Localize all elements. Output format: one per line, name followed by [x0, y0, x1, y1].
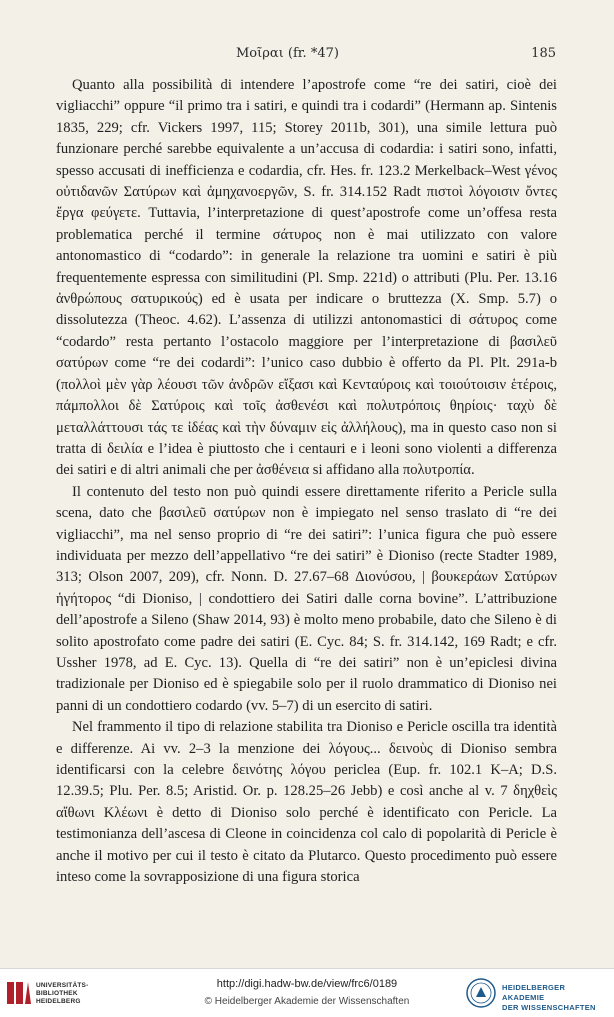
running-title: Μοῖραι (fr. *47) — [236, 46, 339, 61]
paragraph-3: Nel frammento il tipo di relazione stabilita tra Dioniso e Pericle oscilla tra identità e differenze. Ai vv. 2–3 la menzione dei λόγους... δεινοὺς di Dioniso sembra identificarsi con la celebre δεινότης λόγου periclea (Eup. fr. 102.1 K–A; D.S. 12.39.5; Plu. Per. 8.5; Aristid. Or. p. 128.25–26 Jebb) e così anche al v. 7 δηχθεὶς αἴθωνι Κλέωνι è detto di Dioniso solo perché è identificato con Pericle. La testimonianza dell’ascesa di Cleone in coincidenza col calo di popolarità di Pericle è anche il motivo per cui il testo è citato da Plutarco. Questo procedimento può essere inteso come la sovrapposizione di una figura storica — [56, 719, 557, 886]
academy-logo[interactable] — [466, 978, 606, 1010]
copyright-notice: © Heidelberger Akademie der Wissenschaften — [204, 996, 410, 1007]
viewer-footer — [0, 968, 614, 1017]
paragraph-1: Quanto alla possibilità di intendere l’apostrofe come “re dei satiri, cioè dei vigliacchi” oppure “il primo tra i satiri, e quindi tra i codardi” (Hermann ap. Sintenis 1835, 229; cfr. Vickers 1997, 115; Storey 2011b, 301), una simile lettura può funzionare perché sarebbe equivalente a un’accusa di codardia: i satiri sono, infatti, spesso accusati di inefficienza e codardia, cfr. Hes. fr. 123.2 Merkelback–West γένος οὐτιδανῶν Σατύρων καὶ ἀμηχανοεργῶν, S. fr. 314.152 Radt πιστοὶ λόγοισιν ὄντες ἔργα φεύγετε. Tuttavia, l’interpretazione di quest’apostrofe come un’offesa resta problematica perché il termine σάτυρος non è mai utilizzato con valore antonomastico di “codardo”: in generale la relazione tra uomini e satiri è più frequentemente espressa con similitudini (Pl. Smp. 221d) o attributi (Plu. Per. 13.16 ἀνθρώπους σατυρικούς) ed è usata per indicare o bruttezza (X. Smp. 5.7) o dissolutezza (Theoc. 4.62). L’assenza di utilizzi antonomastici di σάτυρος come “codardo” resta pertanto l’ostacolo maggiore per l’interpretazione di βασιλεῦ σατύρων come “re dei codardi”: l’unico caso dubbio è offerto da Pl. Plt. 291a-b (πολλοὶ μὲν γὰρ λέουσι τῶν ἀνδρῶν εἴξασι καὶ Κενταύροις καὶ τοιούτοισιν ἑτέροις, πάμπολλοι δὲ Σατύροις καὶ τοῖς ἀσθενέσι καὶ πολυτρόποις θηρίοις· ταχὺ δὲ μεταλλάττουσι τάς τε ἰδέας καὶ τὴν δύναμιν εἰς ἀλλήλους), ma in questo caso non si tratta di δειλία e l’idea è piuttosto che i centauri e i leoni sono violenti a differenza dei satiri e di altri animali che per ἀσθένεια si affidano alla πολυτροπία. — [56, 77, 557, 479]
library-logo-text: UNIVERSITÄTS- BIBLIOTHEK HEIDELBERG — [36, 982, 89, 1005]
academy-logo-text: HEIDELBERGER AKADEMIE DER WISSENSCHAFTEN — [502, 983, 596, 1012]
permalink-url[interactable]: http://digi.hadw-bw.de/view/frc6/0189 — [216, 978, 398, 990]
body-text — [56, 75, 557, 888]
academy-seal-icon — [466, 978, 496, 1008]
page-number: 185 — [531, 46, 556, 61]
paragraph-2: Il contenuto del testo non può quindi essere direttamente riferito a Pericle sulla scena, dato che βασιλεῦ σατύρων non è impiegato nel senso traslato di “re dei vigliacchi”, ma nel senso proprio di “re dei satiri”: l’unica figura che può essere individuata per mezzo dell’appellativo “re dei satiri” è Dioniso (recte Stadter 1989, 313; Olson 2007, 209), cfr. Nonn. D. 27.67–68 Διονύσου, | βουκεράων Σατύρων ἡγήτορος “di Dioniso, | condottiero dei Satiri dalle corna bovine”. L’attribuzione dell’apostrofe a Sileno (Shaw 2014, 93) è molto meno probabile, dato che Sileno è di solito apostrofato come padre dei satiri (E. Cyc. 84; S. fr. 314.142, 169 Radt; e cfr. Ussher 1978, ad E. Cyc. 13). Quella di “re dei satiri” non è un’epiclesi divina tradizionale per Dioniso ed è spiegabile solo per il ruolo drammatico di Dioniso nei panni di un condottiero codardo (vv. 5–7) di un esercito di satiri. — [56, 483, 557, 714]
